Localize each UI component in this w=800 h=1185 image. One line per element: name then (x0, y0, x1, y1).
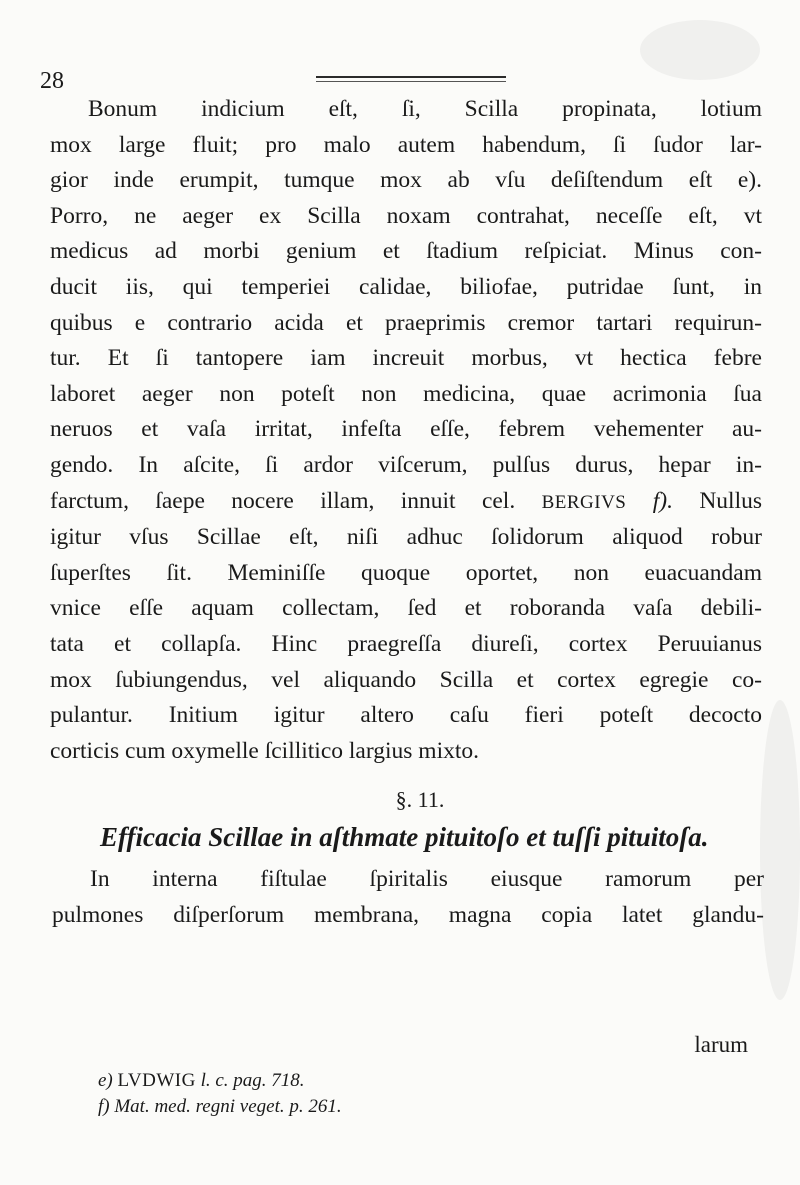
text-line: igitur vſus Scillae eſt, niſi adhuc ſolidorum aliquod robur (50, 524, 762, 551)
text-line: tur. Et ſi tantopere iam increuit morbus, vt hectica febre (50, 345, 762, 372)
header-rule (316, 76, 506, 78)
text-line: neruos et vaſa irritat, infeſta eſſe, febrem vehementer au- (50, 416, 762, 443)
citation-author: BERGIVS (541, 491, 627, 513)
text-line: mox ſubiungendus, vel aliquando Scilla et cortex egregie co- (50, 666, 762, 693)
text-line: laboret aeger non poteſt non medicina, quae acrimonia ſua (50, 380, 762, 407)
text-line: gendo. In aſcite, ſi ardor viſcerum, pulſus durus, hepar in- (50, 451, 762, 478)
catchword: larum (694, 1032, 748, 1057)
text-line: ducit iis, qui temperiei calidae, biliofae, putridae ſunt, in (50, 273, 762, 300)
text-line: In interna fiſtulae ſpiritalis eiusque ramorum per (90, 866, 764, 892)
section-heading: Efficacia Scillae in aſthmate pituitoſo et tuſſi pituitoſa. (100, 822, 709, 852)
text-line: pulantur. Initium igitur altero caſu fieri poteſt decocto (50, 702, 762, 729)
footnote-e (98, 1068, 698, 1094)
text-line: gior inde erumpit, tumque mox ab vſu deſiſtendum eſt e). (50, 167, 762, 194)
text-fragment: farctum, ſaepe nocere illam, innuit cel. (50, 487, 542, 514)
text-line: medicus ad morbi genium et ſtadium reſpiciat. Minus con- (50, 238, 762, 265)
header-rule (316, 81, 506, 82)
footnote-f (98, 1094, 698, 1120)
page-number: 28 (40, 68, 64, 94)
text-line: quibus e contrario acida et praeprimis cremor tartari requirun- (50, 309, 762, 336)
text-line: ſuperſtes ſit. Meminiſſe quoque oportet, non euacuandam (50, 559, 762, 586)
text-line: tata et collapſa. Hinc praegreſſa diureſi, cortex Peruuianus (50, 630, 762, 657)
text-line: Porro, ne aeger ex Scilla noxam contrahat, neceſſe eſt, vt (50, 202, 762, 229)
footnote-reference: f). (626, 487, 673, 514)
section-number: §. 11. (395, 787, 445, 812)
text-line-with-citation (50, 484, 762, 521)
text-line: pulmones diſperſorum membrana, magna copia latet glandu- (52, 901, 764, 928)
text-line: vnice eſſe aquam collectam, ſed et roboranda vaſa debili- (50, 595, 762, 622)
footnote-label: e) (98, 1070, 113, 1091)
paragraph-1 (50, 92, 762, 769)
footnote-reference-text: l. c. pag. 718. (200, 1070, 305, 1091)
footnote-author: LVDWIG (117, 1070, 196, 1091)
paragraph-2 (52, 862, 764, 933)
paper-stain (640, 20, 760, 80)
text-line: mox large fluit; pro malo autem habendum, ſi ſudor lar- (50, 131, 762, 158)
footnote-label: f) (98, 1096, 110, 1117)
text-line: Bonum indicium eſt, ſi, Scilla propinata, lotium (88, 96, 762, 122)
footnotes (98, 1068, 698, 1120)
text-line: corticis cum oxymelle ſcillitico largius mixto. (50, 737, 480, 764)
footnote-reference-text: Mat. med. regni veget. p. 261. (114, 1096, 342, 1117)
text-fragment: Nullus (672, 487, 762, 514)
